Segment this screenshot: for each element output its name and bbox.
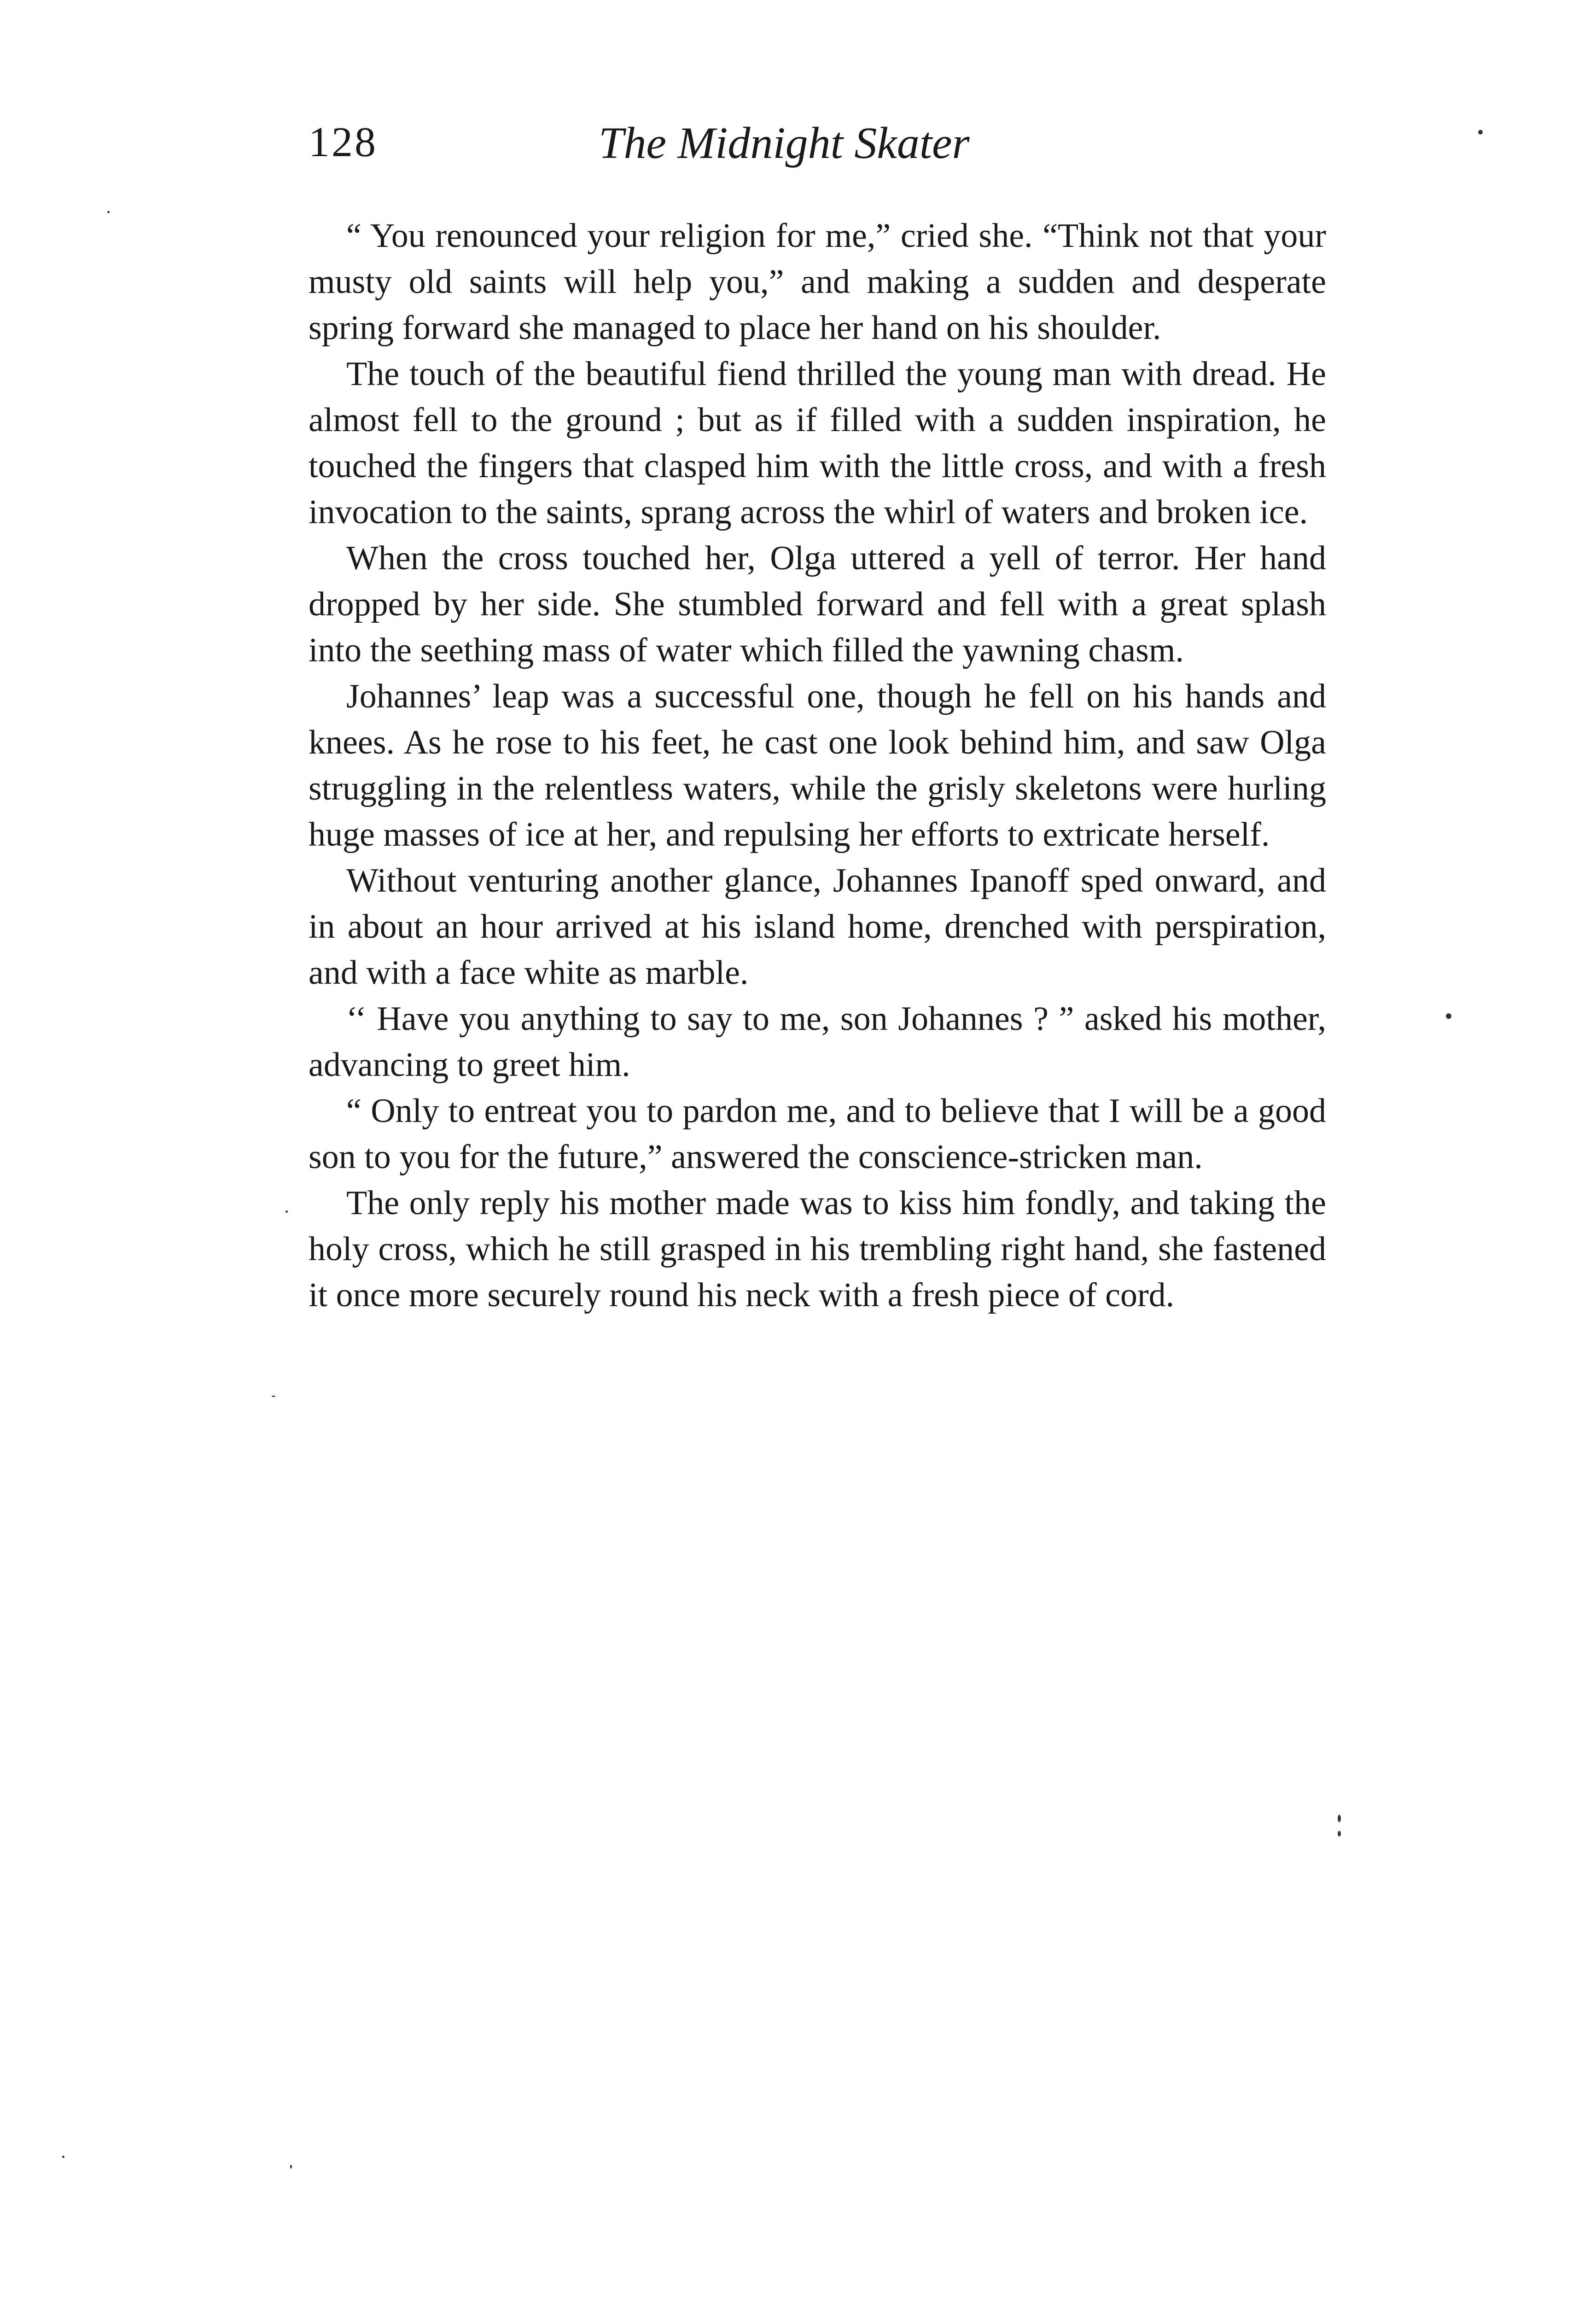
paragraph: The touch of the beautiful fiend thrilled the young man with dread. He almost fell to the ground ; but as if filled with a sudden inspiration, he touched the fingers that clasped him with the little cross, and with a fresh invocation to the saints, sprang across the whirl of waters and broken ice. bbox=[309, 355, 1326, 531]
scan-speck bbox=[62, 2156, 64, 2158]
paragraph: When the cross touched her, Olga uttered a yell of terror. Her hand dropped by her side. She stumbled forward and fell with a great splash into the seething mass of water which filled the yawning chasm. bbox=[309, 539, 1326, 669]
scan-speck bbox=[1446, 1013, 1451, 1019]
scan-speck bbox=[1478, 130, 1483, 134]
running-title: The Midnight Skater bbox=[599, 118, 970, 168]
paragraph: “ Only to entreat you to pardon me, and to believe that I will be a good son to you for the future,” answered the conscience-stricken man. bbox=[309, 1092, 1326, 1176]
scan-speck bbox=[107, 211, 110, 213]
paragraph: Without venturing another glance, Johannes Ipanoff sped onward, and in about an hour arrived at his island home, drenched with perspiration, and with a face white as marble. bbox=[309, 862, 1326, 992]
scan-speck bbox=[272, 1396, 275, 1397]
page-number: 128 bbox=[309, 118, 378, 165]
body-text bbox=[309, 213, 1326, 1318]
scan-speck bbox=[285, 1210, 288, 1213]
paragraph: Johannes’ leap was a successful one, though he fell on his hands and knees. As he rose to his feet, he cast one look behind him, and saw Olga struggling in the relentless waters, while the grisly skeletons were hurling huge masses of ice at her, and repulsing her efforts to extricate herself. bbox=[309, 678, 1326, 853]
scan-speck bbox=[1338, 1831, 1341, 1836]
page-header bbox=[309, 117, 1326, 182]
scan-speck bbox=[1338, 1815, 1341, 1822]
paragraph: ‘‘ Have you anything to say to me, son Johannes ? ” asked his mother, advancing to greet him. bbox=[309, 1000, 1326, 1084]
paragraph: “ You renounced your religion for me,” cried she. “Think not that your musty old saints will help you,” and making a sudden and desperate spring forward she managed to place her hand on his shoulder. bbox=[309, 217, 1326, 347]
scan-speck bbox=[290, 2165, 292, 2169]
paragraph: The only reply his mother made was to kiss him fondly, and taking the holy cross, which he still grasped in his trembling right hand, she fastened it once more securely round his neck with a fresh piece of cord. bbox=[309, 1184, 1326, 1314]
